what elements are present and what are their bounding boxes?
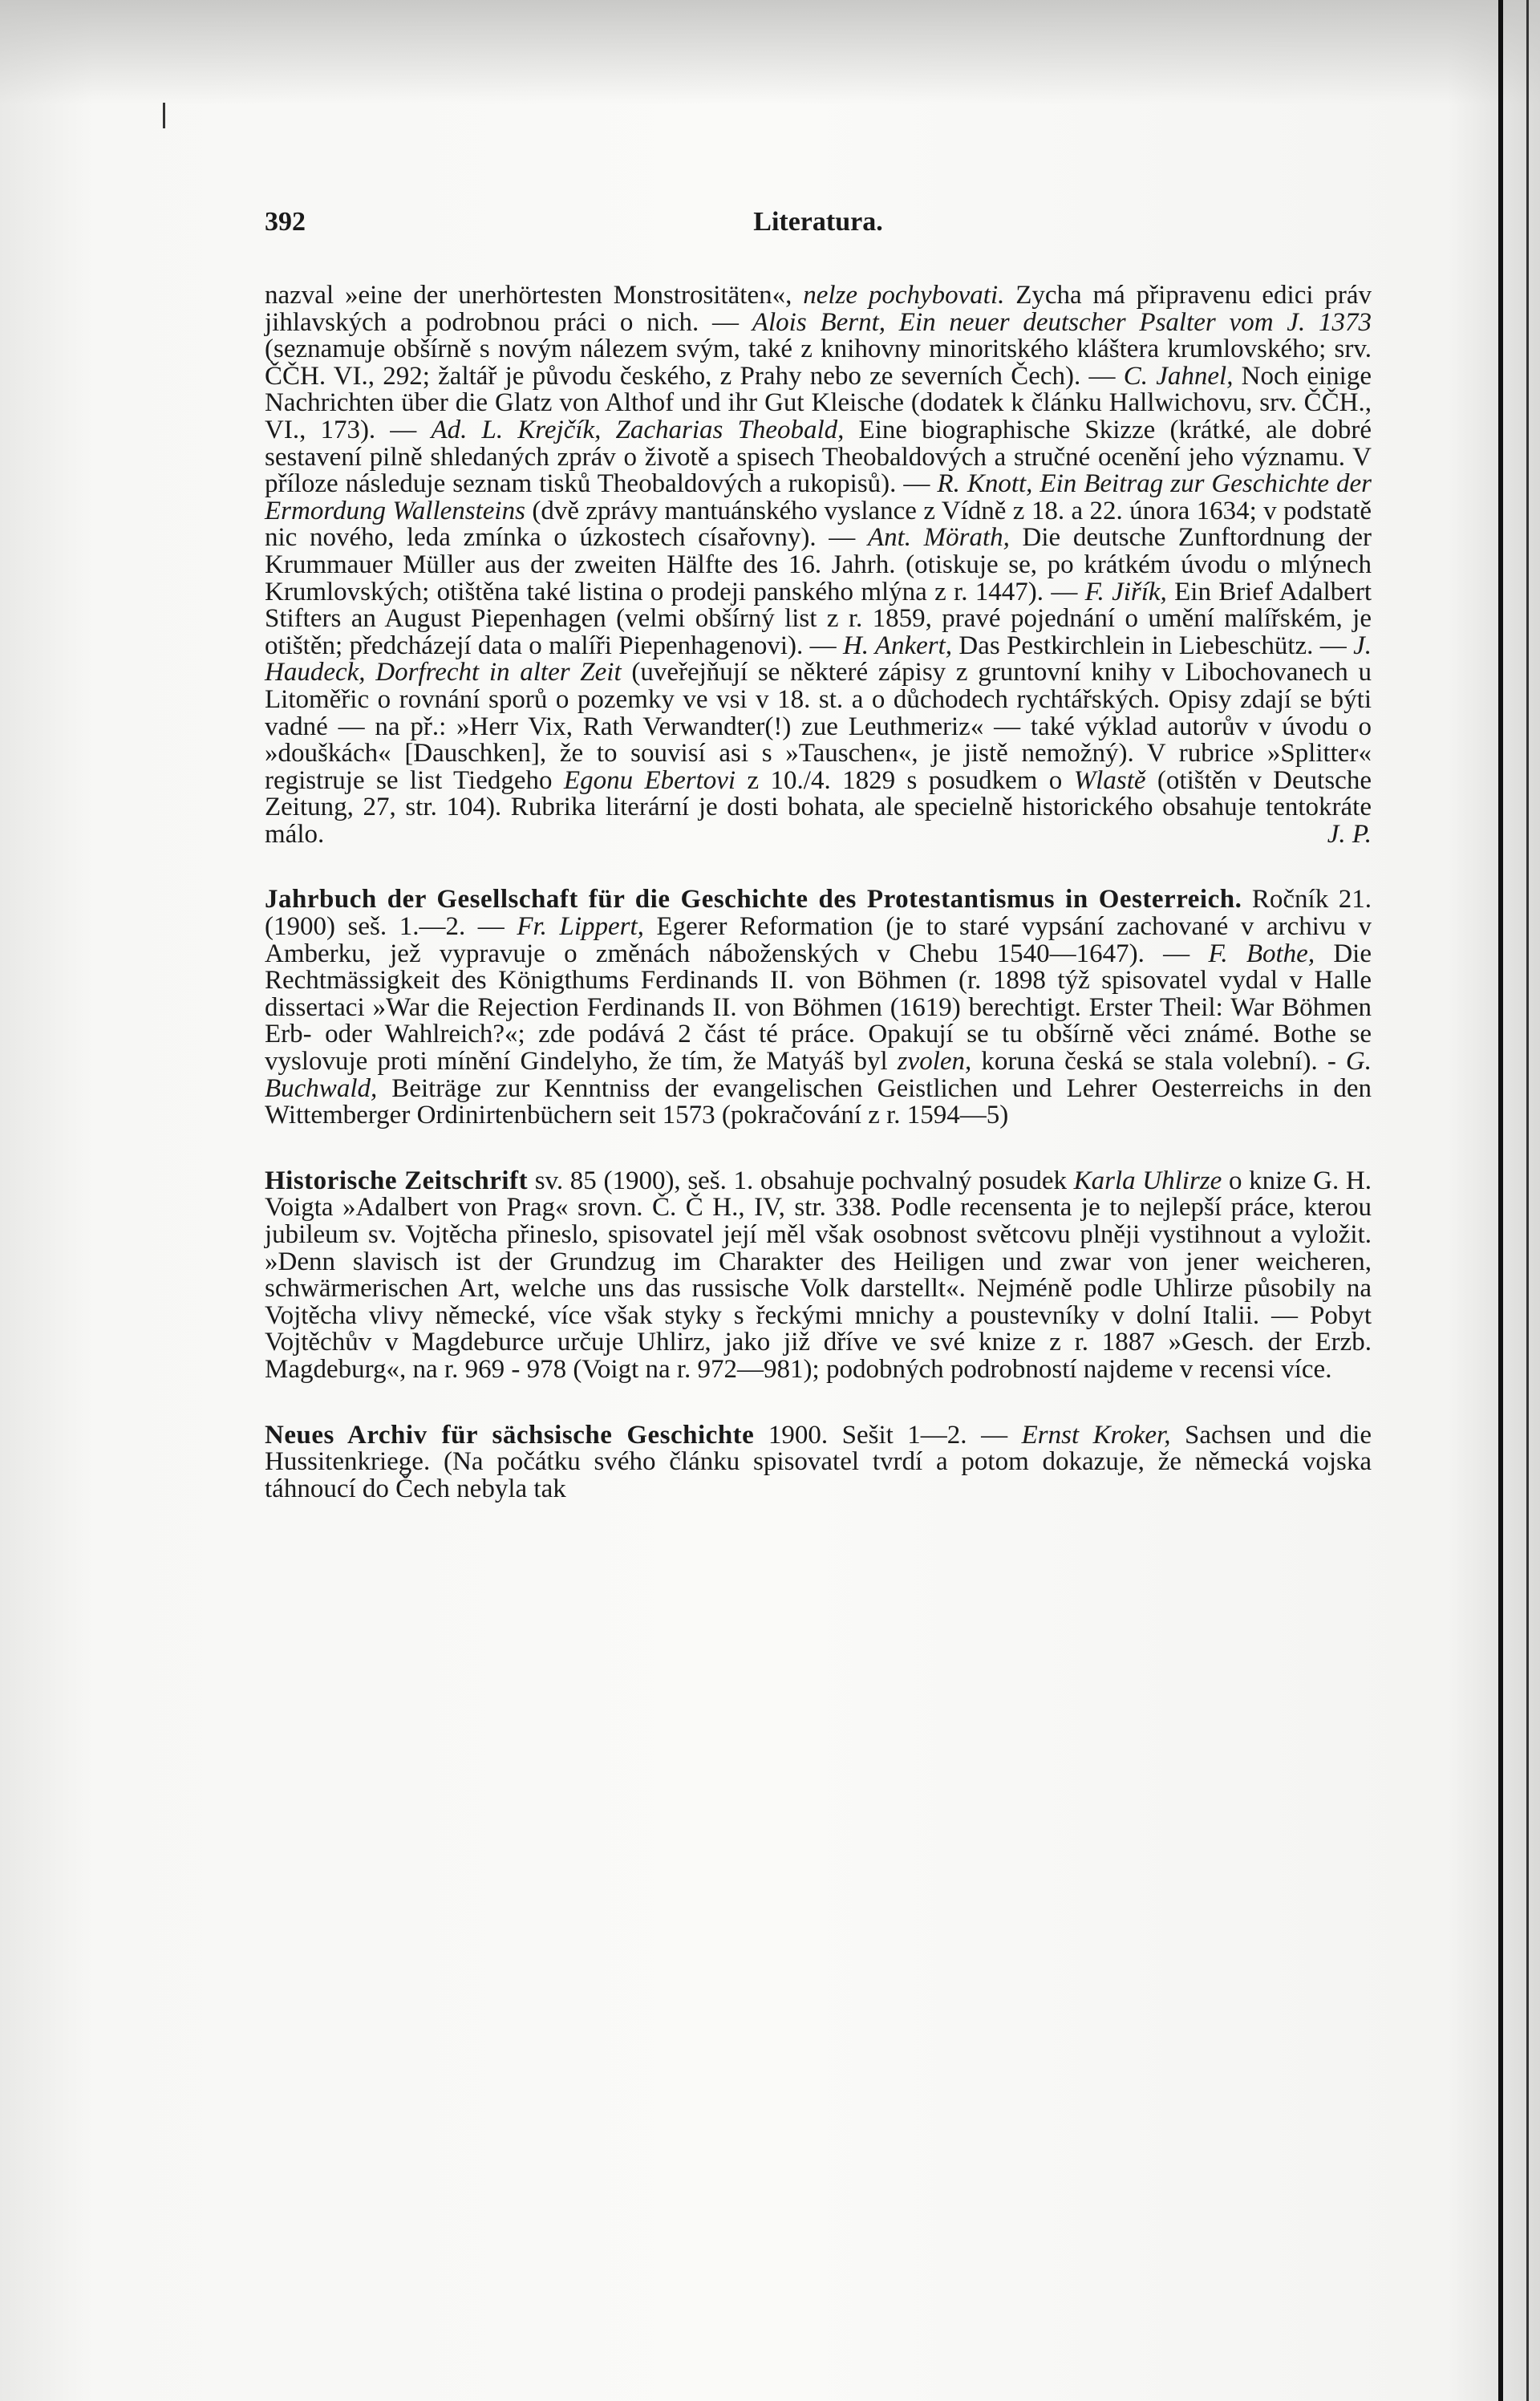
text-segment-italic: Egonu Ebertovi — [563, 765, 736, 795]
text-segment: koruna česká se stala volební). - — [971, 1047, 1346, 1077]
text-segment-italic: nelze pochybovati. — [803, 281, 1005, 310]
text-segment: Eine biographische Skizze (krátké, ale dobré sestavení pilně shledaných zpráv o životě a spisech Theobaldových a stručné ocenění jeho významu. V příloze následuje seznam tisků Theobaldových a rukopisů). — — [265, 415, 1372, 499]
section-title: Jahrbuch der Gesellschaft für die Geschichte des Protestantismus in Oesterreich. — [265, 885, 1242, 915]
text-segment-italic: J. Haudeck, Dorfrecht in alter Zeit — [265, 631, 1372, 687]
text-segment: (otištěn v Deutsche Zeitung, 27, str. 104). Rubrika literární je dosti bohata, ale specielně historického obsahuje tentokráte málo. — [265, 765, 1372, 849]
text-segment: (seznamuje obšírně s novým nálezem svým, také z knihovny minoritského kláštera krumlovského; srv. ČČH. VI., 292; žaltář je původu českého, z Prahy nebo ze severních Čech). — — [265, 335, 1372, 391]
text-segment: Ročník 21. (1900) seš. 1.—2. — — [265, 885, 1372, 942]
text-segment: Noch einige Nachrichten über die Glatz von Althof und ihr Gut Kleische (dodatek k článku Hallwichovu, srv. ČČH., VI., 173). — — [265, 361, 1372, 444]
text-segment: sv. 85 (1900), seš. 1. obsahuje pochvalný posudek — [528, 1166, 1074, 1195]
text-segment-italic: Ad. L. Krejčík, Zacharias Theobald, — [431, 415, 845, 444]
text-segment: Egerer Reformation (je to staré vypsání zachované v archivu v Amberku, jež vypravuje o změnách náboženských v Chebu 1540—1647). — — [265, 912, 1372, 968]
paragraph-jahrbuch — [265, 886, 1372, 1129]
text-segment-italic: Karla Uhlirze — [1073, 1166, 1222, 1195]
paragraph-neues-archiv — [265, 1422, 1372, 1503]
text-segment: (uveřejňují se některé zápisy z gruntovní knihy v Libochovanech u Litoměřic o rovnání sporů o pozemky ve vsi v 18. st. a o důchodech rychtářských. Opisy zdají se býti vadné — na př.: »Herr Vix, Rath Verwandter(!) zue Leuthmeriz« — také výklad autorův v úvodu o »douškách« [Dauschken], že to souvisí asi s »Tauschen«, je jistě nemožný). V rubrice »Splitter« registruje se list Tiedgeho — [265, 658, 1372, 795]
text-segment-italic: G. Buchwald, — [265, 1047, 1372, 1103]
running-head: Literatura. — [753, 207, 883, 237]
paragraph-historische-zeitschrift — [265, 1168, 1372, 1384]
text-segment: Sachsen und die Hussitenkriege. (Na počátku svého článku spisovatel tvrdí a potom dokazuje, že německá vojska táhnoucí do Čech nebyla tak — [265, 1420, 1372, 1503]
section-title: Historische Zeitschrift — [265, 1166, 529, 1195]
page-edge-line — [1526, 0, 1529, 2401]
text-segment-italic: Alois Bernt, Ein neuer deutscher Psalter vom J. 1373 — [752, 307, 1372, 337]
text-segment: Beiträge zur Kenntniss der evangelischen Geistlichen und Lehrer Oesterreichs in den Wittemberger Ordinirtenbüchern seit 1573 (pokračování z r. 1594—5) — [265, 1073, 1372, 1130]
text-segment-italic: F. Bothe, — [1208, 939, 1315, 968]
text-segment: Die Rechtmässigkeit des Königthums Ferdinands II. von Böhmen (r. 1898 týž spisovatel vydal v Halle dissertaci »War die Rejection Ferdinands II. von Böhmen (1619) berechtigt. Erster Theil: War Böhmen Erb- oder Wahlreich?«; zde podává 2 část té práce. Opakují se tu obšírně věci známé. Bothe se vyslovuje proti mínění Gindelyho, že tím, že Matyáš byl — [265, 939, 1372, 1077]
text-segment: o knize G. H. Voigta »Adalbert von Prag« srovn. Č. Č H., IV, str. 338. Podle recensenta je to nejlepší práce, kterou jubileum sv. Vojtěcha přineslo, spisovatel její měl však osobnost světcovu plněji vystihnout a vyložit. »Denn slavisch ist der Grundzug im Charakter des Heiligen und zwar von jener weicheren, schwärmerischen Art, welche uns das russische Volk darstellt«. Nejméně podle Uhlirze působily na Vojtěcha vlivy německé, více však styky s řeckými mnichy a poustevníky v dolní Italii. — Pobyt Vojtěchův v Magdeburce určuje Uhlirz, jako již dříve ve své knize z r. 1887 »Gesch. der Erzb. Magdeburg«, na r. 969 - 978 (Voigt na r. 972—981); podobných podrobností najdeme v recensi více. — [265, 1166, 1372, 1384]
text-segment: z 10./4. 1829 s posudkem o — [736, 765, 1074, 795]
page-edge-shadow — [1498, 0, 1503, 2401]
text-segment: Die deutsche Zunftordnung der Krummauer Müller aus der zweiten Hälfte des 16. Jahrh. (otiskuje se, po krátkém úvodu o mlýnech Krumlovských; otištěna také listina o prodeji panského mlýna z r. 1447). — — [265, 523, 1372, 606]
text-segment-italic: C. Jahnel, — [1123, 361, 1234, 391]
section-title: Neues Archiv für sächsische Geschichte — [265, 1420, 755, 1450]
text-segment-italic: Ant. Mörath, — [867, 523, 1010, 553]
text-segment-italic: R. Knott, Ein Beitrag zur Geschichte der Ermordung Wallensteins — [265, 469, 1372, 525]
text-segment-italic: Fr. Lippert, — [517, 912, 644, 942]
page-number: 392 — [265, 207, 306, 237]
text-segment-italic: F. Jiřík, — [1084, 577, 1167, 606]
text-segment-italic: zvolen, — [897, 1047, 972, 1077]
paragraph-review-1 — [265, 282, 1372, 848]
text-segment: 1900. Sešit 1—2. — — [754, 1420, 1022, 1450]
scan-mark — [163, 103, 165, 128]
text-segment: Zycha má připravenu edici práv jihlavských a podrobnou práci o nich. — — [265, 281, 1372, 337]
text-segment-italic: H. Ankert, — [842, 631, 953, 660]
text-segment-italic: Ernst Kroker, — [1021, 1420, 1171, 1450]
text-segment: Ein Brief Adalbert Stifters an August Piepenhagen (velmi obšírný list z r. 1859, pravé pojednání o umění malířském, je otištěn; předcházejí data o malíři Piepenhagenovi). — — [265, 577, 1372, 660]
page-header — [265, 207, 1372, 242]
text-segment: (dvě zprávy mantuánského vyslance z Vídně z 18. a 22. února 1634; v podstatě nic nového, leda zmínka o úzkostech císařovny). — — [265, 496, 1372, 553]
article-body — [265, 282, 1372, 1503]
author-signature: J. P. — [1327, 819, 1372, 849]
text-segment-italic: Wlastě — [1073, 765, 1146, 795]
text-segment: Das Pestkirchlein in Liebeschütz. — — [952, 631, 1354, 660]
text-segment: nazval »eine der unerhörtesten Monstrositäten«, — [265, 281, 804, 310]
